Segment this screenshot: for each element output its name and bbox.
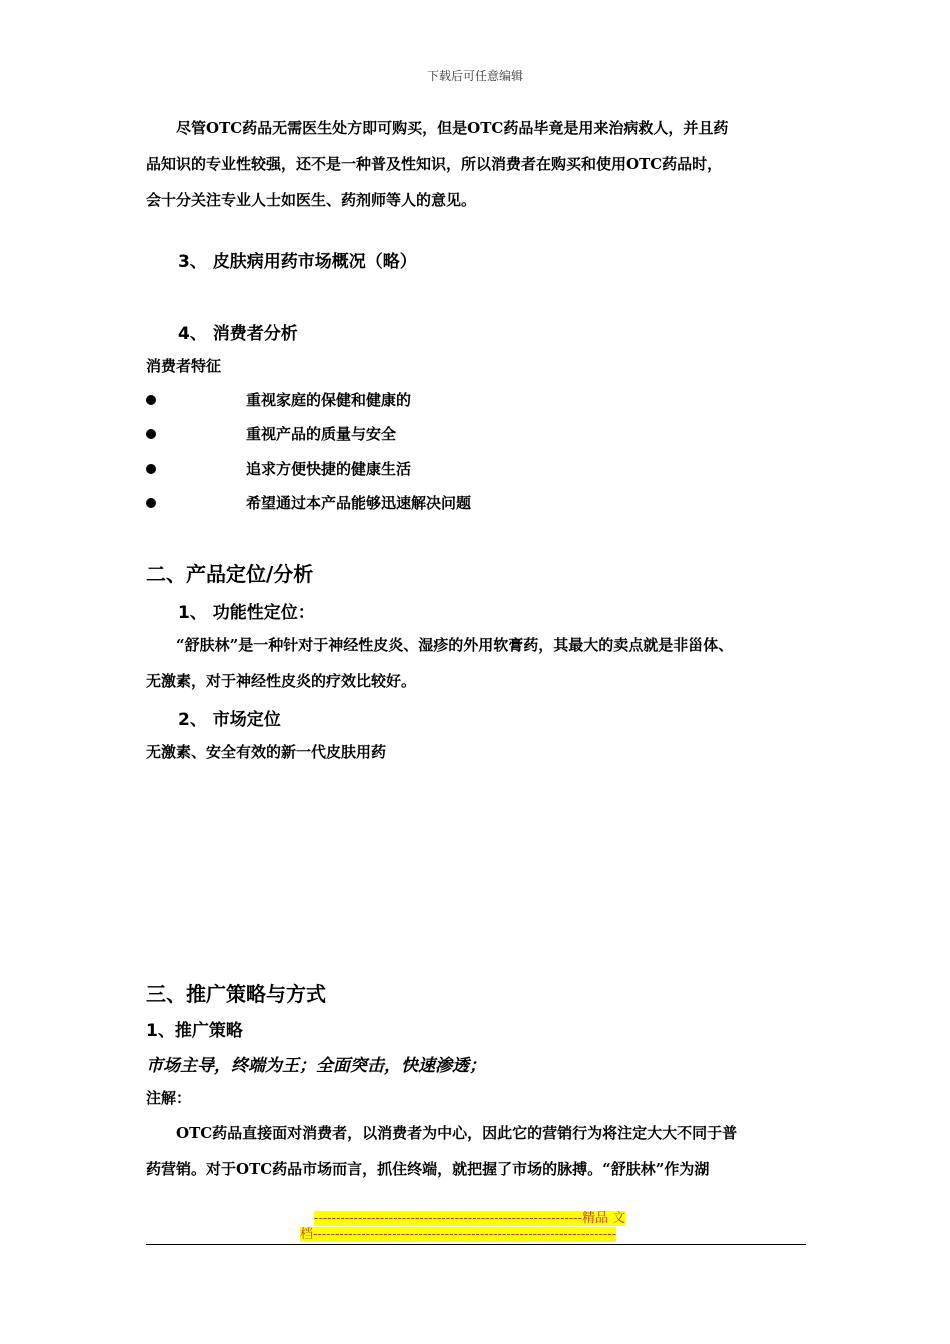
part2-heading: 二、产品定位/分析 <box>146 562 314 586</box>
section3-heading: 3、 皮肤病用药市场概况（略） <box>178 252 417 272</box>
bullet-icon <box>146 395 156 405</box>
footer-watermark <box>300 1211 650 1243</box>
footer-line-1: -------------------------------------------------------------精品 文 <box>314 1211 626 1226</box>
list-item-text: 追求方便快捷的健康生活 <box>246 460 412 478</box>
part3-heading: 三、推广策略与方式 <box>146 982 326 1006</box>
note-line: OTC药品直接面对消费者，以消费者为中心，因此它的营销行为将注定大大不同于普 <box>176 1124 738 1142</box>
list-item <box>146 458 746 482</box>
list-item <box>146 492 746 516</box>
positioning-paragraph <box>146 627 826 699</box>
bullet-icon <box>146 464 156 474</box>
consumer-traits-label: 消费者特征 <box>146 357 222 375</box>
bullet-icon <box>146 429 156 439</box>
bullet-icon <box>146 498 156 508</box>
note-line: 药营销。对于OTC药品市场而言，抓住终端，就把握了市场的脉搏。“舒肤林”作为湖 <box>146 1160 710 1178</box>
footer-line-2: 档--------------------------------------------------------------------- <box>300 1227 617 1242</box>
list-item-text: 重视家庭的保健和健康的 <box>246 391 412 409</box>
footer-divider <box>146 1244 806 1245</box>
note-label: 注解： <box>146 1089 192 1107</box>
section4-heading: 4、 消费者分析 <box>178 324 298 344</box>
part2-sub1-heading: 1、 功能性定位： <box>178 603 315 623</box>
market-positioning-text: 无激素、安全有效的新一代皮肤用药 <box>146 743 387 761</box>
strategy-slogan: 市场主导，终端为王；全面突击，快速渗透； <box>146 1056 486 1076</box>
list-item-text: 重视产品的质量与安全 <box>246 425 397 443</box>
list-item <box>146 423 746 447</box>
intro-paragraph <box>146 110 811 218</box>
list-item-text: 希望通过本产品能够迅速解决问题 <box>246 494 472 512</box>
part2-sub2-heading: 2、 市场定位 <box>178 710 281 730</box>
note-paragraph <box>146 1115 811 1187</box>
positioning-line: “舒肤林”是一种针对于神经性皮炎、湿疹的外用软膏药，其最大的卖点就是非甾体、 <box>176 636 734 654</box>
intro-line: 尽管OTC药品无需医生处方即可购买，但是OTC药品毕竟是用来治病救人，并且药 <box>176 119 729 137</box>
intro-line: 品知识的专业性较强，还不是一种普及性知识，所以消费者在购买和使用OTC药品时， <box>146 155 723 173</box>
page-header-note: 下载后可任意编辑 <box>426 69 523 83</box>
part3-sub1-heading: 1、推广策略 <box>146 1021 243 1041</box>
list-item <box>146 389 746 413</box>
intro-line: 会十分关注专业人士如医生、药剂师等人的意见。 <box>146 191 477 209</box>
positioning-line: 无激素，对于神经性皮炎的疗效比较好。 <box>146 672 417 690</box>
